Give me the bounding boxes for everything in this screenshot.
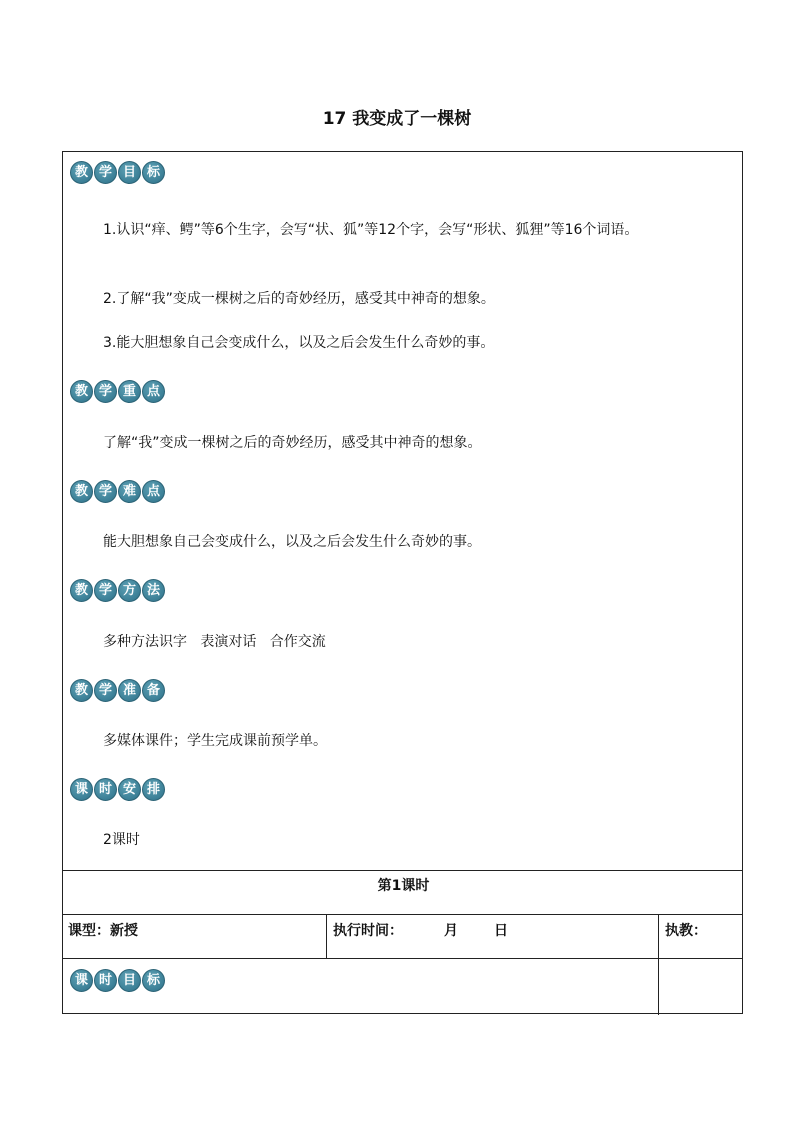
badge-char: 点 — [142, 480, 165, 503]
badge-char: 排 — [142, 778, 165, 801]
day-label: 日 — [494, 923, 508, 939]
section-badge-lesson-goals — [70, 969, 165, 992]
badge-char: 学 — [94, 679, 117, 702]
badge-char: 方 — [118, 579, 141, 602]
difficulties-text: 能大胆想象自己会变成什么，以及之后会发生什么奇妙的事。 — [103, 534, 481, 550]
preparation-text: 多媒体课件；学生完成课前预学单。 — [103, 733, 327, 749]
badge-char: 学 — [94, 480, 117, 503]
row-divider — [63, 958, 742, 959]
badge-char: 点 — [142, 380, 165, 403]
goal-item-3: 3.能大胆想象自己会变成什么，以及之后会发生什么奇妙的事。 — [103, 335, 495, 351]
badge-char: 难 — [118, 480, 141, 503]
badge-char: 课 — [70, 778, 93, 801]
badge-char: 学 — [94, 579, 117, 602]
badge-char: 备 — [142, 679, 165, 702]
key-points-text: 了解“我”变成一棵树之后的奇妙经历，感受其中神奇的想象。 — [103, 435, 482, 451]
badge-char: 目 — [118, 969, 141, 992]
badge-char: 标 — [142, 161, 165, 184]
section-badge-key-points — [70, 380, 165, 403]
column-divider — [658, 914, 659, 1015]
badge-char: 准 — [118, 679, 141, 702]
badge-char: 标 — [142, 969, 165, 992]
lesson-type: 课型：新授 — [68, 923, 138, 939]
teacher-label: 执教： — [665, 923, 707, 939]
lesson-plan-table — [62, 151, 743, 1014]
badge-char: 教 — [70, 480, 93, 503]
section-badge-preparation — [70, 679, 165, 702]
row-divider — [63, 870, 742, 871]
schedule-text: 2课时 — [103, 832, 140, 848]
section-badge-goals — [70, 161, 165, 184]
badge-char: 学 — [94, 161, 117, 184]
section-badge-difficulties — [70, 480, 165, 503]
badge-char: 安 — [118, 778, 141, 801]
badge-char: 教 — [70, 579, 93, 602]
lesson-heading: 第1课时 — [377, 878, 430, 894]
row-divider — [63, 914, 742, 915]
section-badge-schedule — [70, 778, 165, 801]
badge-char: 时 — [94, 778, 117, 801]
column-divider — [326, 914, 327, 959]
section-badge-methods — [70, 579, 165, 602]
badge-char: 学 — [94, 380, 117, 403]
document-title: 17 我变成了一棵树 — [322, 109, 472, 129]
badge-char: 重 — [118, 380, 141, 403]
execution-time-label: 执行时间： — [333, 923, 403, 939]
badge-char: 教 — [70, 679, 93, 702]
goal-item-1: 1.认识“痒、鳄”等6个生字，会写“状、狐”等12个字，会写“形状、狐狸”等16个词语。 — [103, 222, 639, 238]
month-label: 月 — [444, 923, 458, 939]
badge-char: 法 — [142, 579, 165, 602]
badge-char: 目 — [118, 161, 141, 184]
goal-item-2: 2.了解“我”变成一棵树之后的奇妙经历，感受其中神奇的想象。 — [103, 291, 495, 307]
methods-text: 多种方法识字 表演对话 合作交流 — [103, 634, 326, 650]
badge-char: 课 — [70, 969, 93, 992]
badge-char: 教 — [70, 380, 93, 403]
badge-char: 教 — [70, 161, 93, 184]
badge-char: 时 — [94, 969, 117, 992]
